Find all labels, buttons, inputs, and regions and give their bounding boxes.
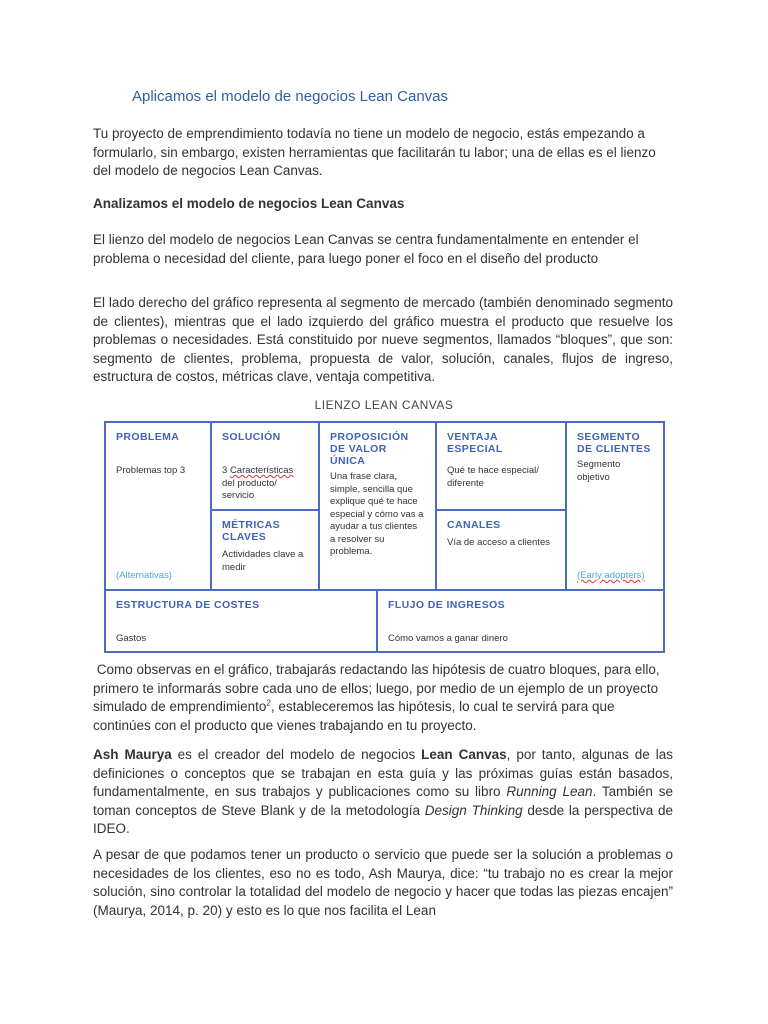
block-metricas xyxy=(212,511,320,589)
block-heading: SEGMENTO DE CLIENTES xyxy=(577,431,651,455)
block-ingresos xyxy=(378,589,663,651)
paragraph-3-text-b: , estableceremos las hipótesis, lo cual te servirá para que continúes con el producto que vienes trabajando en tu proyecto. xyxy=(93,699,615,733)
paragraph-4 xyxy=(93,746,673,839)
lean-canvas-term: Lean Canvas xyxy=(421,747,507,762)
block-heading: VENTAJA ESPECIAL xyxy=(447,431,503,455)
footnote-ref[interactable]: 2 xyxy=(266,698,271,708)
block-heading: MÉTRICAS CLAVES xyxy=(222,519,281,543)
block-heading: FLUJO DE INGRESOS xyxy=(388,599,506,611)
block-text xyxy=(222,465,308,503)
block-heading: SOLUCIÓN xyxy=(222,431,281,443)
paragraph-2: El lado derecho del gráfico representa al segmento de mercado (también denominado segmento de clientes), mientras que el lado izquierdo del gráfico muestra el producto que resuelve los problemas o necesidades. Está constituido por nueve segmentos, llamados “bloques”, que son: segmento de clientes, problema, propuesta de valor, solución, canales, flujos de ingreso, estructura de costos, métricas clave, ventaja competitiva. xyxy=(93,295,673,384)
lean-canvas-diagram xyxy=(104,421,665,653)
paragraph-3 xyxy=(93,661,673,735)
methodology-name: Design Thinking xyxy=(424,802,523,818)
block-note: (Alternativas) xyxy=(116,570,172,581)
paragraph-1: El lienzo del modelo de negocios Lean Canvas se centra fundamentalmente en entender el problema o necesidad del cliente, para luego poner el foco en el diseño del producto xyxy=(93,232,639,266)
block-solucion xyxy=(212,423,320,511)
paragraph-4-text: es el creador del modelo de negocios xyxy=(171,747,422,762)
book-title: Running Lean xyxy=(506,784,593,799)
block-heading: PROPOSICIÓN DE VALOR ÚNICA xyxy=(330,431,409,467)
block-costes xyxy=(106,589,378,651)
paragraph-5: A pesar de que podamos tener un producto o servicio que puede ser la solución a problemas o necesidades de los clientes, eso no es todo, Ash Maurya, dice: “tu trabajo no es crear la mejor solución, sino controlar la totalidad del modelo de negocio y hacer que todas las piezas encajen” (Maurya, 2014, p. 20) y esto es lo que nos facilita el Lean xyxy=(93,847,673,918)
section-heading: Analizamos el modelo de negocios Lean Canvas xyxy=(93,196,405,211)
block-text-part: 3 xyxy=(222,465,228,476)
paragraph-4-text: desde la perspectiva de IDEO. xyxy=(93,802,673,836)
block-text: Actividades clave a medir xyxy=(222,549,304,573)
block-text: Una frase clara, simple, sencilla que explique qué te hace especial y cómo vas a ayudar a tus clientes a resolver su problema. xyxy=(330,471,424,557)
author-name: Ash Maurya xyxy=(93,747,172,762)
block-heading: CANALES xyxy=(447,519,501,531)
block-note: (Early adopters) xyxy=(577,570,645,581)
block-text: Qué te hace especial/ diferente xyxy=(447,465,539,489)
block-propuesta xyxy=(320,423,437,589)
block-text: Segmento objetivo xyxy=(577,459,621,483)
block-text: Vía de acceso a clientes xyxy=(447,537,550,548)
block-text: Gastos xyxy=(116,633,147,644)
paragraph-4-text: . También se toman conceptos de Steve Blank y de la metodología xyxy=(93,784,674,818)
block-canales xyxy=(437,511,567,589)
canvas-figure-title: LIENZO LEAN CANVAS xyxy=(314,398,454,412)
block-text: Cómo vamos a ganar dinero xyxy=(388,633,508,644)
block-ventaja xyxy=(437,423,567,511)
block-text: Problemas top 3 xyxy=(116,465,186,476)
paragraph-4-text: , por tanto, algunas de las definiciones o conceptos que se trabajan en esta guía y las próximas guías están basados, fundamentalmente, en sus trabajos y publicaciones como su libro xyxy=(93,747,673,799)
block-heading: ESTRUCTURA DE COSTES xyxy=(116,599,260,611)
block-segmento xyxy=(567,423,663,589)
block-text-part: Características xyxy=(229,465,294,476)
block-problema xyxy=(106,423,212,589)
intro-paragraph: Tu proyecto de emprendimiento todavía no tiene un modelo de negocio, estás empezando a formularlo, sin embargo, existen herramientas que facilitarán tu labor; una de ellas es el lienzo del modelo de negocios Lean Canvas. xyxy=(93,126,656,178)
block-text-part: del producto/ servicio xyxy=(222,477,277,501)
block-heading: PROBLEMA xyxy=(116,431,180,443)
paragraph-3-text-a: Como observas en el gráfico, trabajarás redactando las hipótesis de cuatro bloques, para ello, primero te informarás sobre cada uno de ellos; luego, por medio de un ejemplo de un proyecto simulado de emprendimiento xyxy=(93,662,660,714)
page-title: Aplicamos el modelo de negocios Lean Canvas xyxy=(131,88,449,105)
